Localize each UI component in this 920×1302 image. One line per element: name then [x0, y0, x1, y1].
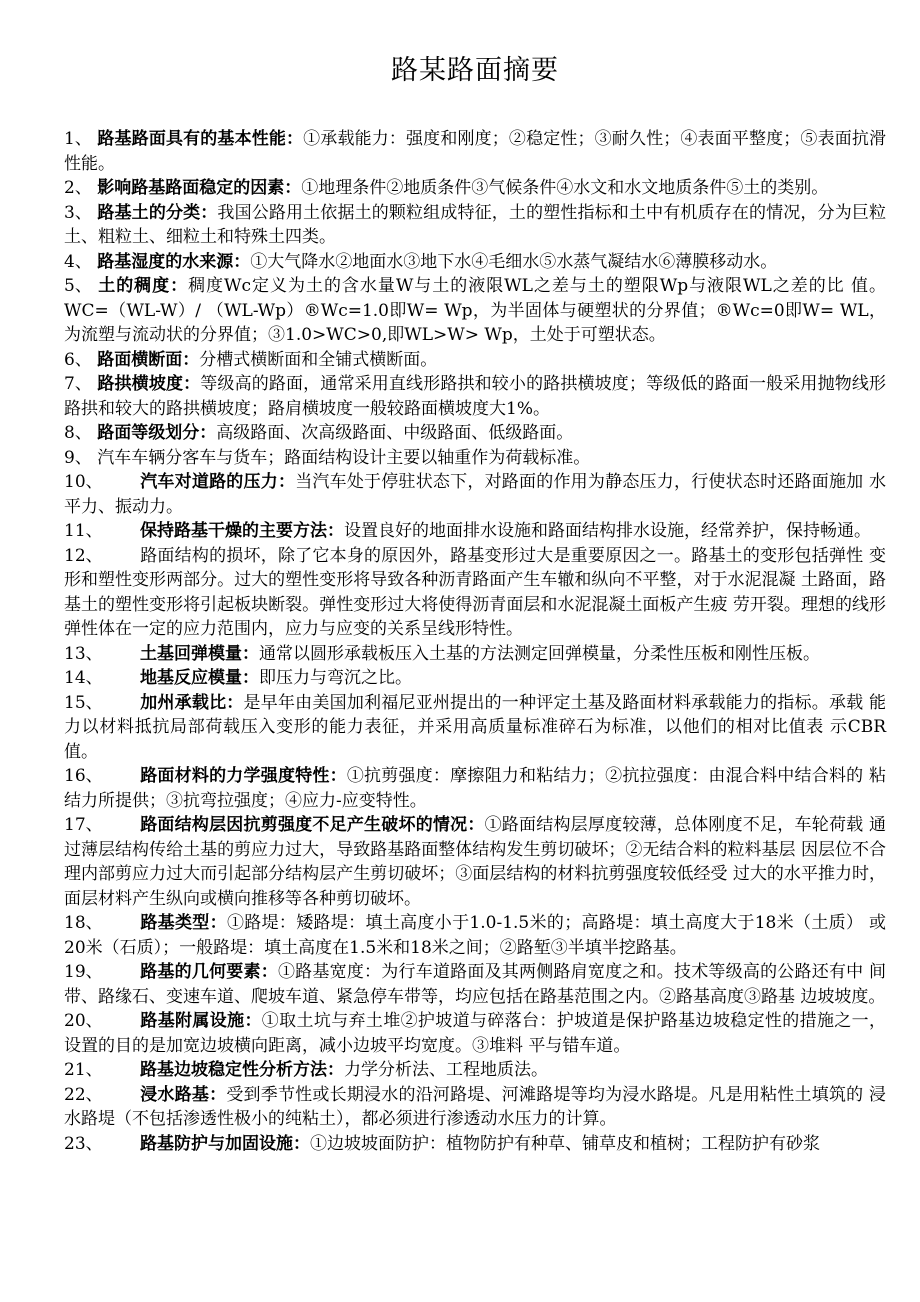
item-body: 分槽式横断面和全铺式横断面。 [199, 349, 438, 370]
summary-item [64, 446, 886, 471]
item-body: 设置良好的地面排水设施和路面结构排水设施，经常养护，保持畅通。 [344, 521, 871, 541]
item-term: 加州承载比： [140, 692, 244, 713]
item-number: 23、 [64, 1133, 103, 1154]
item-body: 力学分析法、工程地质法。 [344, 1060, 548, 1080]
item-term: 路基附属设施： [140, 1011, 262, 1031]
item-body: ①边坡坡面防护：植物防护有种草、铺草皮和植树；工程防护有砂浆 [310, 1133, 820, 1154]
item-body: 高级路面、次高级路面、中级路面、低级路面。 [216, 423, 574, 443]
item-number: 13、 [64, 643, 103, 664]
item-number: 22、 [64, 1084, 103, 1105]
item-body: 受到季节性或长期浸水的沿河路堤、河滩路堤等均为浸水路堤。凡是用粘性土填筑的 浸水路堤（不包括渗透性极小的纯粘土），都必须进行渗透动水压力的计算。 [64, 1084, 887, 1129]
item-body: 我国公路用土依据土的颗粒组成特征，土的塑性指标和土中有机质存在的情况，分为巨粒土、粗粒土、细粒土和特殊土四类。 [64, 202, 887, 247]
item-term: 土基回弹模量： [140, 643, 259, 664]
item-term: 路面等级划分： [97, 423, 217, 443]
summary-item [64, 470, 886, 519]
item-number: 9、 [64, 447, 92, 468]
item-body: ①路面结构层厚度较薄，总体刚度不足，车轮荷载 通过薄层结构传给土基的剪应力过大，导致路基路面整体结构发生剪切破坏；②无结合料的粒料基层 因层位不合理内部剪应力过大而引起部分结构层产生剪切破坏；③面层结构的材料抗剪强度较低经受 过大的水平推力时，面层材料产生纵向或横向推移等各种剪切破坏。 [64, 815, 886, 909]
item-number: 11、 [64, 521, 103, 541]
item-number: 20、 [64, 1011, 103, 1031]
summary-item [64, 201, 886, 250]
item-body: ①路基宽度：为行车道路面及其两侧路肩宽度之和。技术等级高的公路还有中 间带、路缘石、变速车道、爬坡车道、紧急停车带等，均应包括在路基范围之内。②路基高度③路基 边坡坡度。 [64, 962, 887, 1007]
item-number: 12、 [64, 545, 103, 566]
item-term: 路基路面具有的基本性能： [97, 129, 304, 149]
summary-item [64, 1058, 886, 1083]
summary-item [64, 1009, 886, 1058]
item-body: ①地理条件②地质条件③气候条件④水文和水文地质条件⑤土的类别。 [301, 178, 829, 198]
summary-item [64, 1132, 886, 1157]
summary-item [64, 250, 886, 275]
item-number: 15、 [64, 692, 103, 713]
summary-item [64, 544, 886, 642]
summary-item [64, 691, 886, 765]
summary-item [64, 764, 886, 813]
item-term: 路基防护与加固设施： [140, 1133, 310, 1154]
item-number: 14、 [64, 668, 103, 688]
item-body: 稠度Wc定义为土的含水量W与土的液限WL之差与土的塑限Wp与液限WL之差的比 值。WC=（WL-W）/ （WL-Wp）®Wc=1.0即W= Wp，为半固体与硬塑状的分界值；®Wc=0即W= WL， 为流塑与流动状的分界值；③1.0>WC>0,即WL>W> Wp，土处于可塑状态。 [64, 276, 887, 345]
item-body: ①路堤：矮路堤：填土高度小于1.0-1.5米的；高路堤：填土高度大于18米（土质） 或20米（石质）；一般路堤：填土高度在1.5米和18米之间；②路堑③半填半挖路基。 [64, 913, 887, 958]
summary-item [64, 642, 886, 667]
summary-list [64, 127, 886, 1156]
item-body: 即压力与弯沉之比。 [259, 668, 412, 688]
item-term: 影响路基路面稳定的因素： [97, 178, 302, 198]
summary-item [64, 519, 886, 544]
item-term: 路基的几何要素： [140, 962, 278, 982]
item-term: 路面横断面： [97, 349, 200, 370]
item-term: 土的稠度： [98, 276, 189, 296]
item-number: 21、 [64, 1060, 103, 1080]
item-number: 7、 [64, 374, 92, 394]
item-body: 等级高的路面，通常采用直线形路拱和较小的路拱横坡度；等级低的路面一般采用抛物线形路拱和较大的路拱横坡度；路肩横坡度一般较路面横坡度大1%。 [64, 374, 887, 419]
item-number: 5、 [64, 276, 92, 296]
item-number: 3、 [64, 202, 92, 223]
item-term: 路基土的分类： [97, 202, 218, 223]
item-term: 路基湿度的水来源： [97, 251, 251, 272]
item-body: 通常以圆形承载板压入土基的方法测定回弹模量，分柔性压板和刚性压板。 [259, 643, 820, 664]
item-number: 10、 [64, 472, 103, 492]
item-body: ①取土坑与弃土堆②护坡道与碎落台：护坡道是保护路基边坡稳定性的措施之一， 设置的目的是加宽边坡横向距离，减小边坡平均宽度。③堆料 平与错车道。 [64, 1011, 887, 1056]
item-body: 汽车车辆分客车与货车；路面结构设计主要以轴重作为荷载标准。 [97, 447, 591, 468]
summary-item [64, 176, 886, 201]
summary-item [64, 274, 886, 348]
summary-item [64, 1083, 886, 1132]
item-term: 路面结构层因抗剪强度不足产生破坏的情况： [140, 815, 485, 835]
item-number: 2、 [64, 178, 92, 198]
summary-item [64, 127, 886, 176]
summary-item [64, 911, 886, 960]
item-body: ①承载能力：强度和刚度；②稳定性；③耐久性；④表面平整度；⑤表面抗滑性能。 [64, 129, 887, 174]
summary-item [64, 666, 886, 691]
summary-item [64, 960, 886, 1009]
item-term: 路面材料的力学强度特性： [140, 766, 347, 786]
item-body: 当汽车处于停驻状态下，对路面的作用为静态压力，行使状态时还路面施加 水平力、振动力。 [64, 472, 887, 517]
item-number: 8、 [64, 423, 92, 443]
page-title: 路某路面摘要 [391, 55, 559, 86]
item-number: 17、 [64, 815, 103, 835]
summary-item [64, 372, 886, 421]
item-number: 6、 [64, 349, 92, 370]
item-body: ①大气降水②地面水③地下水④毛细水⑤水蒸气凝结水⑥薄膜移动水。 [250, 251, 778, 272]
item-number: 1、 [64, 129, 92, 149]
item-number: 18、 [64, 913, 103, 933]
item-term: 地基反应模量： [140, 668, 259, 688]
summary-item [64, 421, 886, 446]
item-term: 路拱横坡度： [97, 374, 201, 394]
summary-item [64, 813, 886, 911]
item-term: 路基类型： [140, 913, 227, 933]
summary-item [64, 348, 886, 373]
item-number: 19、 [64, 962, 103, 982]
item-number: 4、 [64, 251, 92, 272]
item-number: 16、 [64, 766, 103, 786]
item-term: 路基边坡稳定性分析方法： [140, 1060, 344, 1080]
item-term: 汽车对道路的压力： [140, 472, 296, 492]
item-term: 保持路基干燥的主要方法： [140, 521, 344, 541]
item-body: ①抗剪强度：摩擦阻力和粘结力；②抗拉强度：由混合料中结合料的 粘结力所提供；③抗弯拉强度；④应力-应变特性。 [64, 766, 887, 811]
item-body: 是早年由美国加利福尼亚州提出的一种评定土基及路面材料承载能力的指标。承载 能力以材料抵抗局部荷载压入变形的能力表征，并采用高质量标准碎石为标准，以他们的相对比值表 示CBR值。 [64, 692, 887, 762]
item-body: 路面结构的损坏，除了它本身的原因外，路基变形过大是重要原因之一。路基土的变形包括弹性 变形和塑性变形两部分。过大的塑性变形将导致各种沥青路面产生车辙和纵向不平整，对于水泥混凝 土路面，路基土的塑性变形将引起板块断裂。弹性变形过大将使得沥青面层和水泥混凝土面板产生疲 劳开裂。理想的线形弹性体在一定的应力范围内，应力与应变的关系呈线形特性。 [64, 545, 886, 639]
item-term: 浸水路基： [140, 1084, 227, 1105]
